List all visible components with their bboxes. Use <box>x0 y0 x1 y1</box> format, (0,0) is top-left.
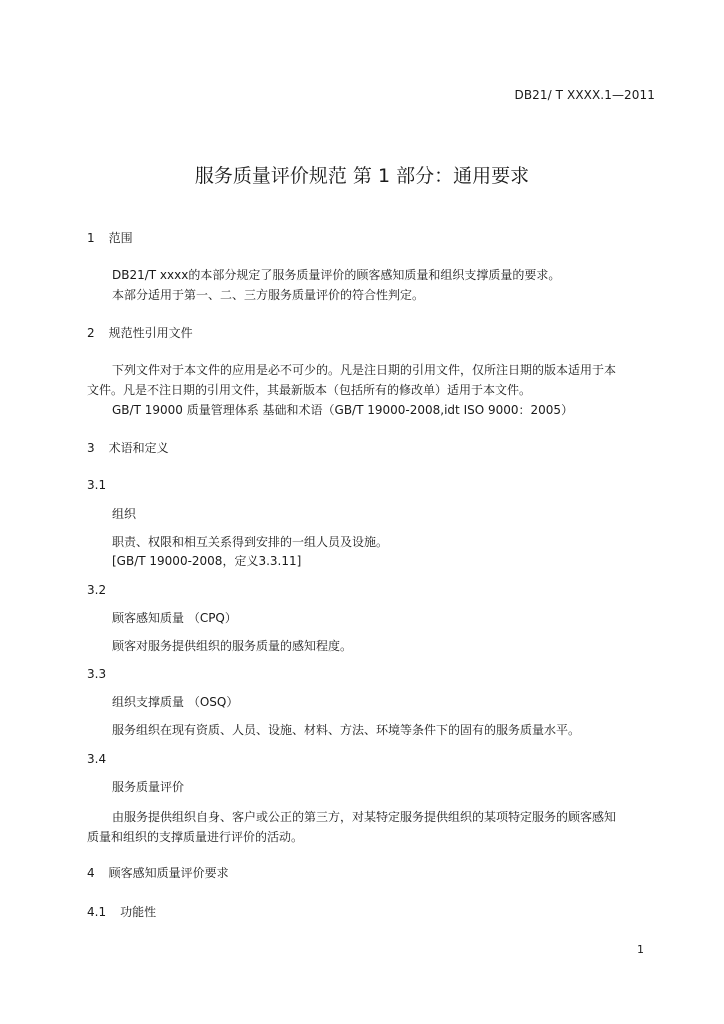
section-number: 4 <box>87 866 95 880</box>
term-name: 顾客感知质量 （CPQ） <box>112 611 237 625</box>
paragraph: 下列文件对于本文件的应用是必不可少的。凡是注日期的引用文件，仅所注日期的版本适用于本 <box>112 363 617 377</box>
term-definition: 服务组织在现有资质、人员、设施、材料、方法、环境等条件下的固有的服务质量水平。 <box>112 723 581 737</box>
term-definition: 由服务提供组织自身、客户或公正的第三方，对某特定服务提供组织的某项特定服务的顾客感知 <box>112 810 617 824</box>
page-number: 1 <box>637 943 644 956</box>
term-name: 组织 <box>112 507 137 521</box>
term-definition: 顾客对服务提供组织的服务质量的感知程度。 <box>112 639 353 653</box>
term-number: 3.3 <box>87 667 107 681</box>
paragraph: 本部分适用于第一、二、三方服务质量评价的符合性判定。 <box>112 288 425 302</box>
section-title: 规范性引用文件 <box>108 326 193 340</box>
paragraph: DB21/T xxxx的本部分规定了服务质量评价的顾客感知质量和组织支撑质量的要求。 <box>112 268 561 282</box>
section-number: 2 <box>87 326 95 340</box>
term-number: 3.2 <box>87 583 107 597</box>
term-name: 组织支撑质量 （OSQ） <box>112 695 239 709</box>
paragraph-continuation: 文件。凡是不注日期的引用文件，其最新版本（包括所有的修改单）适用于本文件。 <box>87 383 532 397</box>
term-name: 服务质量评价 <box>112 780 185 794</box>
term-definition-continuation: 质量和组织的支撑质量进行评价的活动。 <box>87 830 304 844</box>
section-number: 1 <box>87 231 95 245</box>
section-4-heading <box>87 865 229 881</box>
section-title: 顾客感知质量评价要求 <box>108 866 229 880</box>
normative-reference: GB/T 19000 质量管理体系 基础和术语（GB/T 19000-2008,idt ISO 9000：2005） <box>112 403 574 417</box>
term-source: [GB/T 19000-2008，定义3.3.11] <box>112 554 302 568</box>
subsection-number: 4.1 <box>87 905 107 919</box>
term-number: 3.1 <box>87 478 107 492</box>
section-title: 范围 <box>108 231 133 245</box>
term-number: 3.4 <box>87 752 107 766</box>
section-1-heading <box>87 230 133 246</box>
document-title: 服务质量评价规范 第 1 部分：通用要求 <box>194 165 530 187</box>
section-2-heading <box>87 325 193 341</box>
section-title: 术语和定义 <box>108 441 169 455</box>
section-3-heading <box>87 440 169 456</box>
document-code: DB21/ T XXXX.1—2011 <box>514 88 655 102</box>
subsection-title: 功能性 <box>120 905 157 919</box>
term-definition: 职责、权限和相互关系得到安排的一组人员及设施。 <box>112 535 389 549</box>
section-number: 3 <box>87 441 95 455</box>
subsection-4-1-heading <box>87 904 156 920</box>
